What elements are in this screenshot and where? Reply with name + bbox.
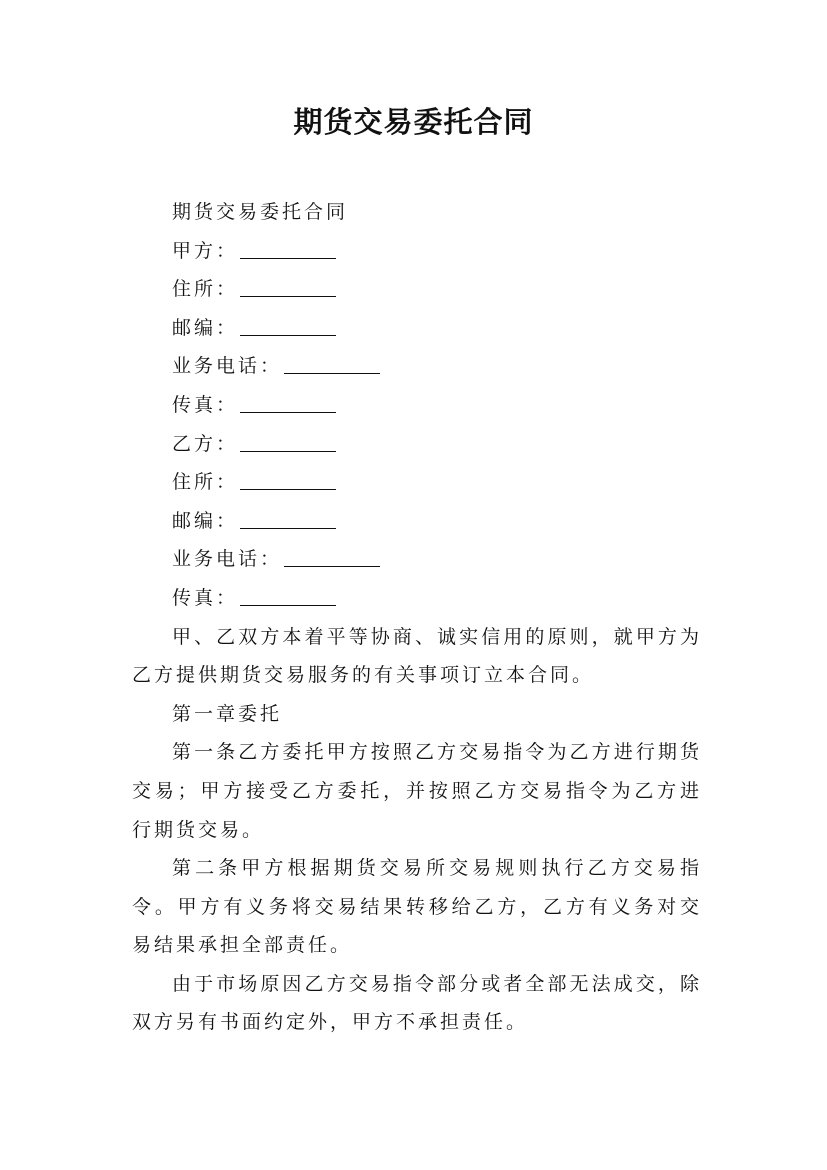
party-a-name-line — [132, 232, 702, 271]
party-b-fax-blank — [240, 585, 336, 606]
document-title: 期货交易委托合同 — [293, 105, 534, 139]
party-b-phone-line — [132, 540, 702, 579]
party-a-postcode-line — [132, 309, 702, 348]
party-b-address-line — [132, 463, 702, 502]
header-line: 期货交易委托合同 — [172, 201, 349, 223]
party-b-postcode-blank — [240, 508, 336, 529]
party-b-fax-label: 传真： — [172, 586, 239, 609]
party-a-phone-line — [132, 347, 702, 386]
party-a-fax-line — [132, 386, 702, 425]
intro-paragraph: 甲、乙双方本着平等协商、诚实信用的原则，就甲方为乙方提供期货交易服务的有关事项订立本合同。 — [132, 625, 702, 687]
party-b-postcode-line — [132, 502, 702, 541]
party-b-address-blank — [240, 469, 336, 490]
party-b-address-label: 住所： — [172, 471, 239, 494]
party-a-address-blank — [240, 276, 336, 297]
document-body — [132, 193, 702, 1042]
party-b-name-line — [132, 425, 702, 464]
party-a-phone-blank — [284, 353, 380, 374]
party-a-name-blank — [240, 238, 336, 259]
party-a-address-line — [132, 270, 702, 309]
article-1-paragraph: 第一条乙方委托甲方按照乙方交易指令为乙方进行期货交易；甲方接受乙方委托，并按照乙方交易指令为乙方进行期货交易。 — [132, 741, 702, 841]
party-a-postcode-label: 邮编： — [172, 316, 239, 339]
party-a-phone-label: 业务电话： — [172, 355, 283, 378]
party-b-name-label: 乙方： — [172, 432, 239, 455]
article-2-paragraph: 第二条甲方根据期货交易所交易规则执行乙方交易指令。甲方有义务将交易结果转移给乙方，乙方有义务对交易结果承担全部责任。 — [132, 857, 702, 957]
party-a-fax-label: 传真： — [172, 393, 239, 416]
party-b-phone-blank — [284, 546, 380, 567]
party-a-postcode-blank — [240, 315, 336, 336]
party-b-phone-label: 业务电话： — [172, 548, 283, 571]
party-a-name-label: 甲方： — [172, 239, 239, 262]
party-a-address-label: 住所： — [172, 278, 239, 301]
party-b-fax-line — [132, 579, 702, 618]
party-b-name-blank — [240, 431, 336, 452]
article-2-note-paragraph: 由于市场原因乙方交易指令部分或者全部无法成交，除双方另有书面约定外，甲方不承担责任。 — [132, 972, 702, 1034]
party-b-postcode-label: 邮编： — [172, 509, 239, 532]
party-a-fax-blank — [240, 392, 336, 413]
chapter-1-heading: 第一章委托 — [172, 702, 283, 725]
